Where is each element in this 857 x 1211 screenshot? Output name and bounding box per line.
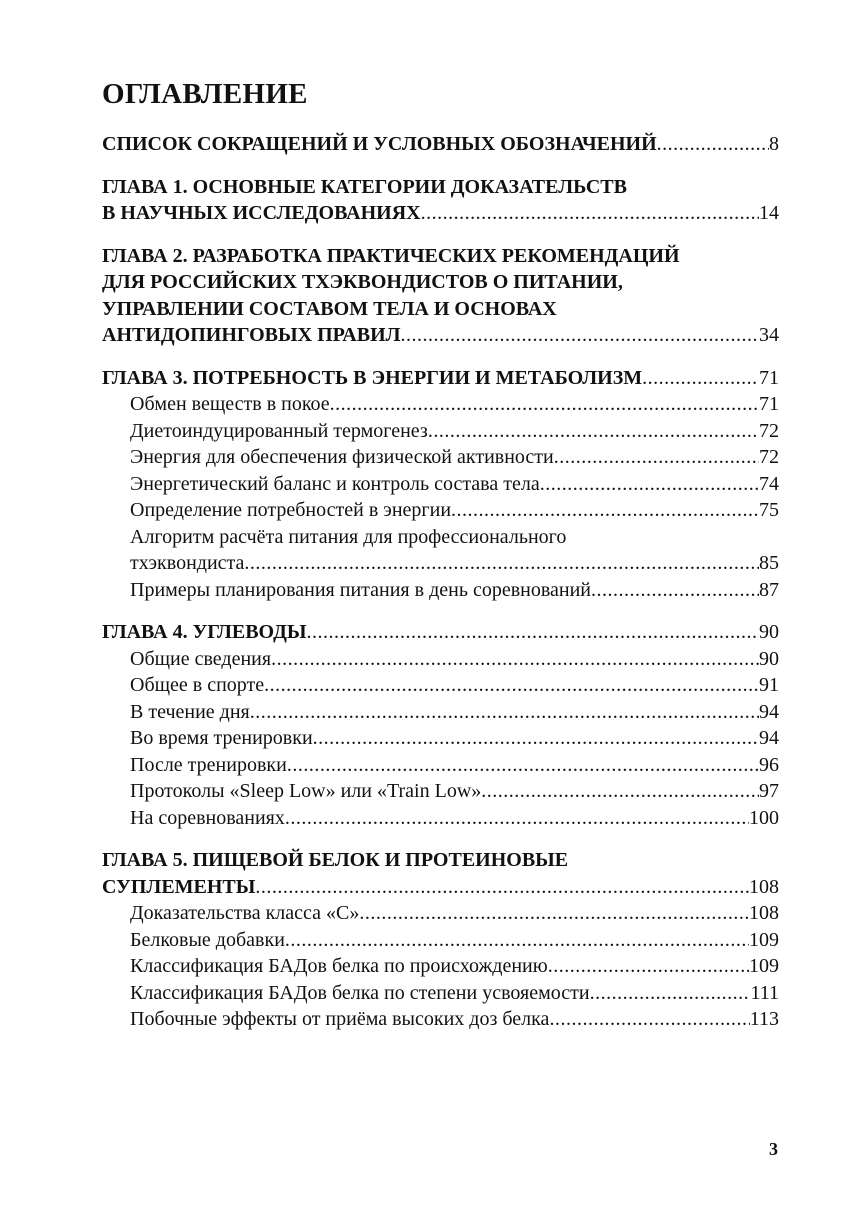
toc-subentry[interactable] [102,805,779,832]
toc-subentries [102,900,779,1033]
toc-subentry[interactable] [102,752,779,779]
toc-page-number: 109 [749,955,779,977]
toc-entry-title: Диетоиндуцированный термогенез [130,419,428,442]
dot-leader [590,980,751,1007]
toc-subentry[interactable] [102,927,779,954]
toc-entry-title: Побочные эффекты от приёма высоких доз белка [130,1008,550,1030]
toc-entry-title: На соревнованиях [130,806,285,829]
dot-leader [264,672,759,699]
toc-entry-title: ГЛАВА 3. ПОТРЕБНОСТЬ В ЭНЕРГИИ И МЕТАБОЛИЗМ [102,366,643,389]
toc-entry-title: Во время тренировки [130,727,313,749]
toc-chapter-block [102,174,779,227]
toc-subentry[interactable] [102,699,779,726]
toc-page-number: 74 [759,472,779,495]
dot-leader [554,444,759,471]
dot-leader [255,874,749,901]
toc-entry-title: Энергия для обеспечения физической активности [130,446,554,468]
toc-entry-title: После тренировки [130,753,287,776]
toc-page-number: 100 [749,806,779,829]
dot-leader [481,778,759,805]
page-title: ОГЛАВЛЕНИЕ [102,78,308,110]
toc-page-number: 113 [749,1008,779,1030]
toc-page-number: 96 [759,753,779,776]
toc-page-number: 14 [759,202,779,224]
dot-leader [401,322,759,349]
toc-entry-title: Классификация БАДов белка по степени усвояемости [130,981,590,1004]
toc-subentry[interactable] [102,953,779,980]
dot-leader [591,577,759,604]
toc-entry-title: СПИСОК СОКРАЩЕНИЙ И УСЛОВНЫХ ОБОЗНАЧЕНИЙ [102,133,657,155]
toc-chapter-entry[interactable] [102,174,779,227]
dot-leader [330,391,759,418]
toc-entry-title: УПРАВЛЕНИИ СОСТАВОМ ТЕЛА И ОСНОВАХ [102,297,557,320]
toc-page-number: 108 [749,875,779,898]
table-of-contents [102,131,779,1033]
toc-entry-title: СУПЛЕМЕНТЫ [102,875,256,898]
dot-leader [657,131,769,158]
toc-entry-title: Классификация БАДов белка по происхождению [130,955,548,977]
dot-leader [359,900,749,927]
toc-chapter-block [102,131,779,158]
toc-entry-title: Примеры планирования питания в день соревнований [130,578,592,601]
toc-entry-title: ГЛАВА 2. РАЗРАБОТКА ПРАКТИЧЕСКИХ РЕКОМЕНДАЦИЙ [102,244,680,267]
dot-leader [307,619,759,646]
toc-subentry[interactable] [102,1006,779,1033]
dot-leader [451,497,759,524]
toc-entry-title: тхэквондиста [130,552,245,574]
toc-chapter-entry[interactable] [102,131,779,158]
toc-page-number: 72 [759,446,779,468]
toc-page-number: 85 [759,552,779,574]
toc-entry-title: Обмен веществ в покое [130,393,330,415]
dot-leader [548,953,749,980]
toc-entry-title: Общие сведения [130,647,272,670]
toc-subentry[interactable] [102,444,779,471]
toc-entry-title: ГЛАВА 4. УГЛЕВОДЫ [102,621,307,643]
toc-entry-title: АНТИДОПИНГОВЫХ ПРАВИЛ [102,324,401,346]
toc-entry-title: Определение потребностей в энергии [130,499,452,521]
toc-subentry[interactable] [102,980,779,1007]
toc-page-number: 108 [749,902,779,924]
toc-entry-title: ГЛАВА 1. ОСНОВНЫЕ КАТЕГОРИИ ДОКАЗАТЕЛЬСТВ [102,175,627,198]
toc-subentry[interactable] [102,418,779,445]
toc-subentry[interactable] [102,900,779,927]
toc-subentry[interactable] [102,778,779,805]
toc-subentry[interactable] [102,646,779,673]
toc-chapter-entry[interactable] [102,619,779,646]
toc-page-number: 94 [759,700,779,723]
dot-leader [271,646,759,673]
dot-leader [642,365,759,392]
toc-page-number: 90 [759,621,779,643]
toc-page-number: 34 [759,324,779,346]
toc-subentry[interactable] [102,725,779,752]
dot-leader [549,1006,749,1033]
toc-entry-title: ДЛЯ РОССИЙСКИХ ТХЭКВОНДИСТОВ О ПИТАНИИ, [102,271,623,293]
dot-leader [285,805,749,832]
toc-page-number: 111 [750,981,779,1004]
dot-leader [428,418,759,445]
toc-page-number: 91 [759,674,779,696]
toc-chapter-block [102,365,779,604]
toc-page-number: 71 [759,393,779,415]
toc-page-number: 72 [759,419,779,442]
toc-subentry[interactable] [102,672,779,699]
toc-chapter-entry[interactable] [102,243,779,349]
toc-chapter-block [102,847,779,1033]
dot-leader [313,725,759,752]
toc-entry-title: Энергетический баланс и контроль состава тела [130,472,540,495]
toc-entry-title: ГЛАВА 5. ПИЩЕВОЙ БЕЛОК И ПРОТЕИНОВЫЕ [102,849,569,871]
toc-page-number: 75 [759,499,779,521]
toc-chapter-block [102,619,779,831]
toc-subentries [102,391,779,603]
toc-entry-title: Доказательства класса «C» [130,902,360,924]
toc-subentry[interactable] [102,497,779,524]
toc-page-number: 8 [769,133,779,155]
toc-entry-title: Общее в спорте [130,674,265,696]
toc-chapter-entry[interactable] [102,847,779,900]
dot-leader [540,471,759,498]
dot-leader [285,927,749,954]
toc-subentry[interactable] [102,391,779,418]
toc-entry-title: Протоколы «Sleep Low» или «Train Low» [130,780,482,802]
toc-page-number: 97 [759,780,779,802]
dot-leader [244,550,759,577]
toc-subentry[interactable] [102,577,779,604]
toc-entry-title: В течение дня [130,700,250,723]
toc-entry-title: В НАУЧНЫХ ИССЛЕДОВАНИЯХ [102,202,421,224]
toc-entry-title: Алгоритм расчёта питания для профессионального [130,525,567,548]
toc-chapter-block [102,243,779,349]
dot-leader [421,200,759,227]
page-number: 3 [769,1139,778,1159]
toc-page-number: 71 [759,366,779,389]
toc-page-number: 90 [759,647,779,670]
toc-page-number: 109 [749,928,779,951]
toc-page-number: 87 [759,578,779,601]
toc-page-number: 94 [759,727,779,749]
dot-leader [250,699,759,726]
toc-entry-title: Белковые добавки [130,928,285,951]
toc-subentry[interactable] [102,524,779,577]
toc-subentries [102,646,779,832]
toc-chapter-entry[interactable] [102,365,779,392]
dot-leader [287,752,759,779]
toc-subentry[interactable] [102,471,779,498]
